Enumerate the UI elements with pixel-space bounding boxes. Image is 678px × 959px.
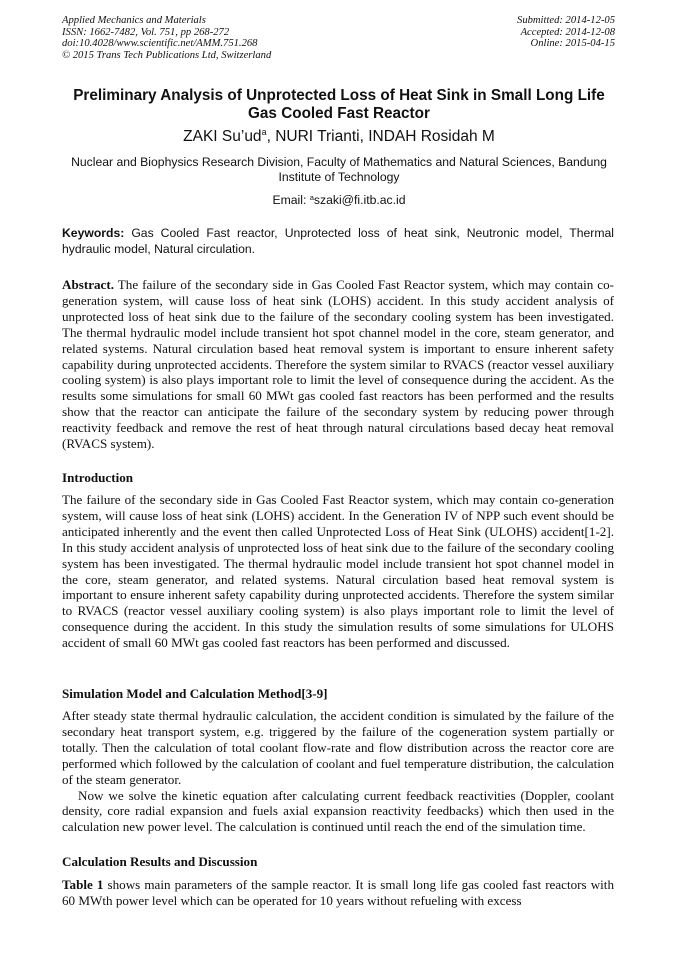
- keywords-text: Gas Cooled Fast reactor, Unprotected loss of heat sink, Neutronic model, Thermal hydraulic model, Natural circulation.: [62, 226, 614, 256]
- email-superscript: a: [309, 193, 314, 202]
- keywords: [62, 226, 614, 257]
- author-superscript: a: [261, 127, 267, 137]
- section-introduction: [62, 492, 614, 651]
- submitted-date: Submitted: 2014-12-05: [517, 15, 615, 26]
- abstract-text: The failure of the secondary side in Gas Cooled Fast Reactor system, which may contain co-generation system, will cause loss of heat sink (LOHS) accident. In this study accident analysis of unprotected loss of heat sink due to the failure of the secondary cooling system has been investigated. The thermal hydraulic model include transient hot spot channel model in the core, steam generator, and related systems. Natural circulation based heat removal system is important to ensure inherent safety capability during unprotected accidents. Therefore the system similar to RVACS (reactor vessel auxiliary cooling system) is also plays important role to limit the level of consequence during the accident. As the results some simulations for small 60 MWt gas cooled fast reactors has been performed and the results show that the reactor can anticipate the failure of the secondary system by reducing power through reactivity feedback and remove the rest of heat through natural circulations based decay heat removal (RVACS system).: [62, 277, 614, 452]
- keywords-label: Keywords:: [62, 226, 125, 240]
- email-label: Email:: [272, 193, 310, 207]
- first-author: ZAKI Su’ud: [183, 128, 262, 145]
- affiliation: Nuclear and Biophysics Research Division, Faculty of Mathematics and Natural Sciences, Bandung Institute of Technology: [71, 155, 607, 184]
- issn-line: ISSN: 1662-7482, Vol. 751, pp 268-272: [62, 26, 230, 38]
- abstract: [62, 277, 614, 452]
- paragraph: Now we solve the kinetic equation after calculating current feedback reactivities (Doppler, coolant density, core radial expansion and fuels axial expansion reactivity feedbacks) which then used in the calculation new power level. The calculation is continued until reach the end of the simulation time.: [62, 787, 614, 835]
- abstract-label: Abstract.: [62, 277, 114, 292]
- paragraph: After steady state thermal hydraulic calculation, the accident condition is simulated by the failure of the secondary heat transport system, e.g. triggered by the failure of the cogeneration system partially or totally. Then the calculation of total coolant flow-rate and flow distribution across the reactor core are performed which followed by the calculation of coolant and fuel temperature distribution, the calculation of the steam generator.: [62, 708, 614, 787]
- section-simulation-model: [62, 708, 614, 835]
- section-heading-introduction: Introduction: [62, 470, 134, 485]
- accepted-date: Accepted: 2014-12-08: [520, 26, 615, 38]
- paragraph-text: shows main parameters of the sample reactor. It is small long life gas cooled fast reactors with 60 MWth power level which can be operated for 10 years without refueling with excess: [62, 877, 614, 908]
- online-date: Online: 2015-04-15: [530, 38, 615, 50]
- section-heading-results: Calculation Results and Discussion: [62, 854, 258, 869]
- paragraph: The failure of the secondary side in Gas Cooled Fast Reactor system, which may contain co-generation system, will cause loss of heat sink (LOHS) accident. In the Generation IV of NPP such event should be anticipated inherently and the event then called Unprotected Loss of Heat Sink (ULOHS) accident[1-2]. In this study accident analysis of unprotected loss of heat sink due to the failure of the secondary cooling system has been investigated. The thermal hydraulic model include transient hot spot channel model in the core, steam generator, and related systems. Natural circulation based heat removal system is important to ensure inherent safety capability during unprotected accidents. Therefore the system similar to RVACS (reactor vessel auxiliary cooling system) is also plays important role to limit the level of consequence during the accident. In this study the simulation results of some simulations for ULOHS accident of small 60 MWt gas cooled fast reactors has been performed and discussed.: [62, 492, 614, 651]
- email-line: [60, 193, 618, 207]
- table-reference: Table 1: [62, 877, 104, 892]
- section-heading-simulation-model: Simulation Model and Calculation Method[3-9]: [62, 686, 328, 701]
- section-results: [62, 877, 614, 909]
- author-list: [60, 128, 618, 146]
- email-address[interactable]: szaki@fi.itb.ac.id: [313, 193, 406, 207]
- doi-line: doi:10.4028/www.scientific.net/AMM.751.268: [62, 38, 258, 50]
- other-authors: , NURI Trianti, INDAH Rosidah M: [266, 128, 495, 145]
- journal-info: [62, 15, 271, 61]
- publication-dates: [517, 15, 615, 50]
- paper-title: Preliminary Analysis of Unprotected Loss of Heat Sink in Small Long Life Gas Cooled Fast Reactor: [73, 87, 605, 122]
- paragraph: [62, 877, 614, 909]
- journal-name: Applied Mechanics and Materials: [62, 15, 206, 26]
- copyright-line: © 2015 Trans Tech Publications Ltd, Switzerland: [62, 49, 272, 61]
